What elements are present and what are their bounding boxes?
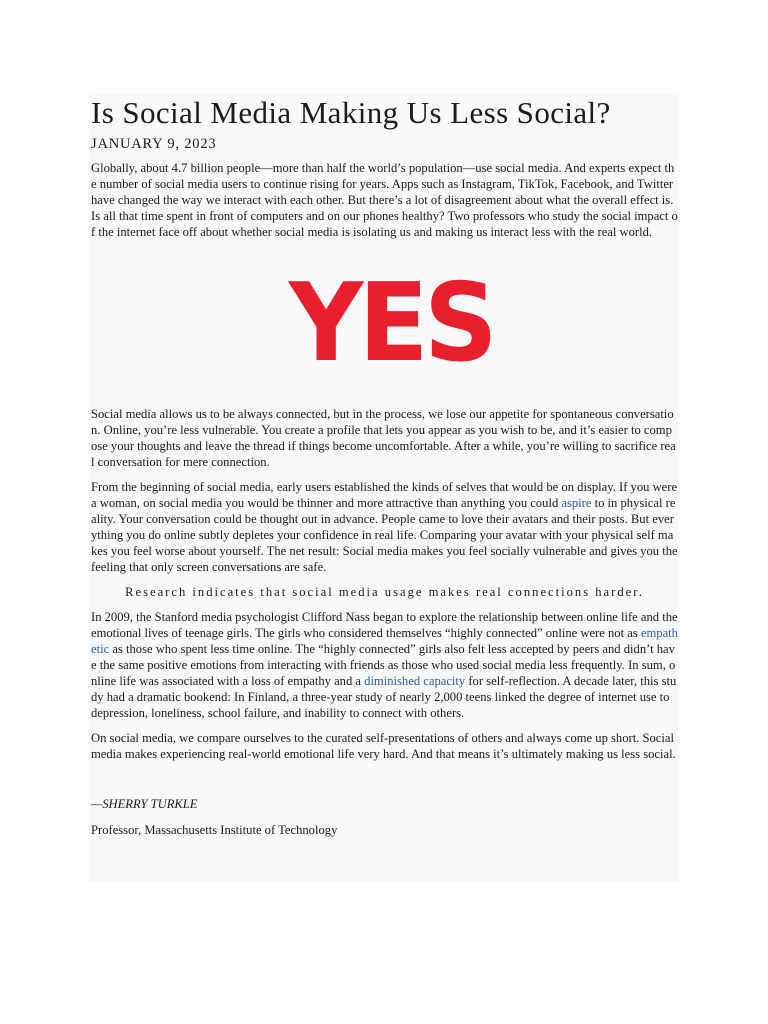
body-paragraph-2: [91, 479, 678, 575]
article-title: Is Social Media Making Us Less Social?: [91, 95, 611, 130]
paragraph-3-text-b: as those who spent less time online. The “highly connected” girls also felt less accepted by peers and didn’t have the same positive emotions from interacting with friends as those who used social media less frequently. In sum, online life was associated with a loss of empathy and a: [91, 642, 676, 688]
author-name: —SHERRY TURKLE: [91, 797, 198, 811]
pull-quote: Research indicates that social media usage makes real connections harder.: [125, 585, 644, 599]
author-title: Professor, Massachusetts Institute of Technology: [91, 823, 338, 837]
stance-graphic: [91, 240, 678, 406]
article-date: JANUARY 9, 2023: [91, 136, 217, 152]
paragraph-3-text-c: for self-reflection. A decade later, this study had a dramatic bookend: In Finland, a three-year study of nearly 2,000 teens linked the degree of internet use to depression, loneliness, school failure, and inability to connect with others.: [91, 674, 677, 720]
empathetic-link[interactable]: empathetic: [91, 626, 678, 656]
diminished-capacity-link[interactable]: diminished capacity: [364, 674, 466, 688]
paragraph-3-text-a: In 2009, the Stanford media psychologist Clifford Nass began to explore the relationship between online life and the emotional lives of teenage girls. The girls who considered themselves “highly connected” online were not as: [91, 610, 678, 640]
intro-paragraph: Globally, about 4.7 billion people—more than half the world’s population—use social media. And experts expect the number of social media users to continue rising for years. Apps such as Instagram, TikTok, Facebook, and Twitter have changed the way we interact with each other. But there’s a lot of disagreement about what the overall effect is. Is all that time spent in front of computers and on our phones healthy? Two professors who study the social impact of the internet face off about whether social media is isolating us and making us interact less with the real world.: [91, 161, 678, 239]
body-paragraph-4: On social media, we compare ourselves to the curated self-presentations of others and always come up short. Social media makes experiencing real-world emotional life very hard. And that means it’s ultimately making us less social.: [91, 731, 676, 761]
paragraph-2-text-b: to in physical reality. Your conversation could be thought out in advance. People came to love their avatars and their posts. But everything you do online subtly depletes your confidence in real life. Comparing your avatar with your physical self makes you feel worse about yourself. The net result: Social media makes you feel socially vulnerable and gives you the feeling that only screen conversations are safe.: [91, 496, 678, 574]
body-paragraph-1: Social media allows us to be always connected, but in the process, we lose our appetite for spontaneous conversation. Online, you’re less vulnerable. You create a profile that lets you appear as you wish to be, and it’s easier to compose your thoughts and leave the thread if things become uncomfortable. After a while, you’re willing to sacrifice real conversation for mere connection.: [91, 407, 676, 469]
article-content: [91, 93, 678, 838]
aspire-link[interactable]: aspire: [561, 496, 592, 510]
body-paragraph-3: [91, 609, 678, 721]
paragraph-2-text-a: From the beginning of social media, early users established the kinds of selves that would be on display. If you were a woman, on social media you would be thinner and more attractive than anything you could: [91, 480, 678, 510]
article-page: [89, 93, 678, 882]
yes-stance-label: YES: [289, 261, 494, 386]
